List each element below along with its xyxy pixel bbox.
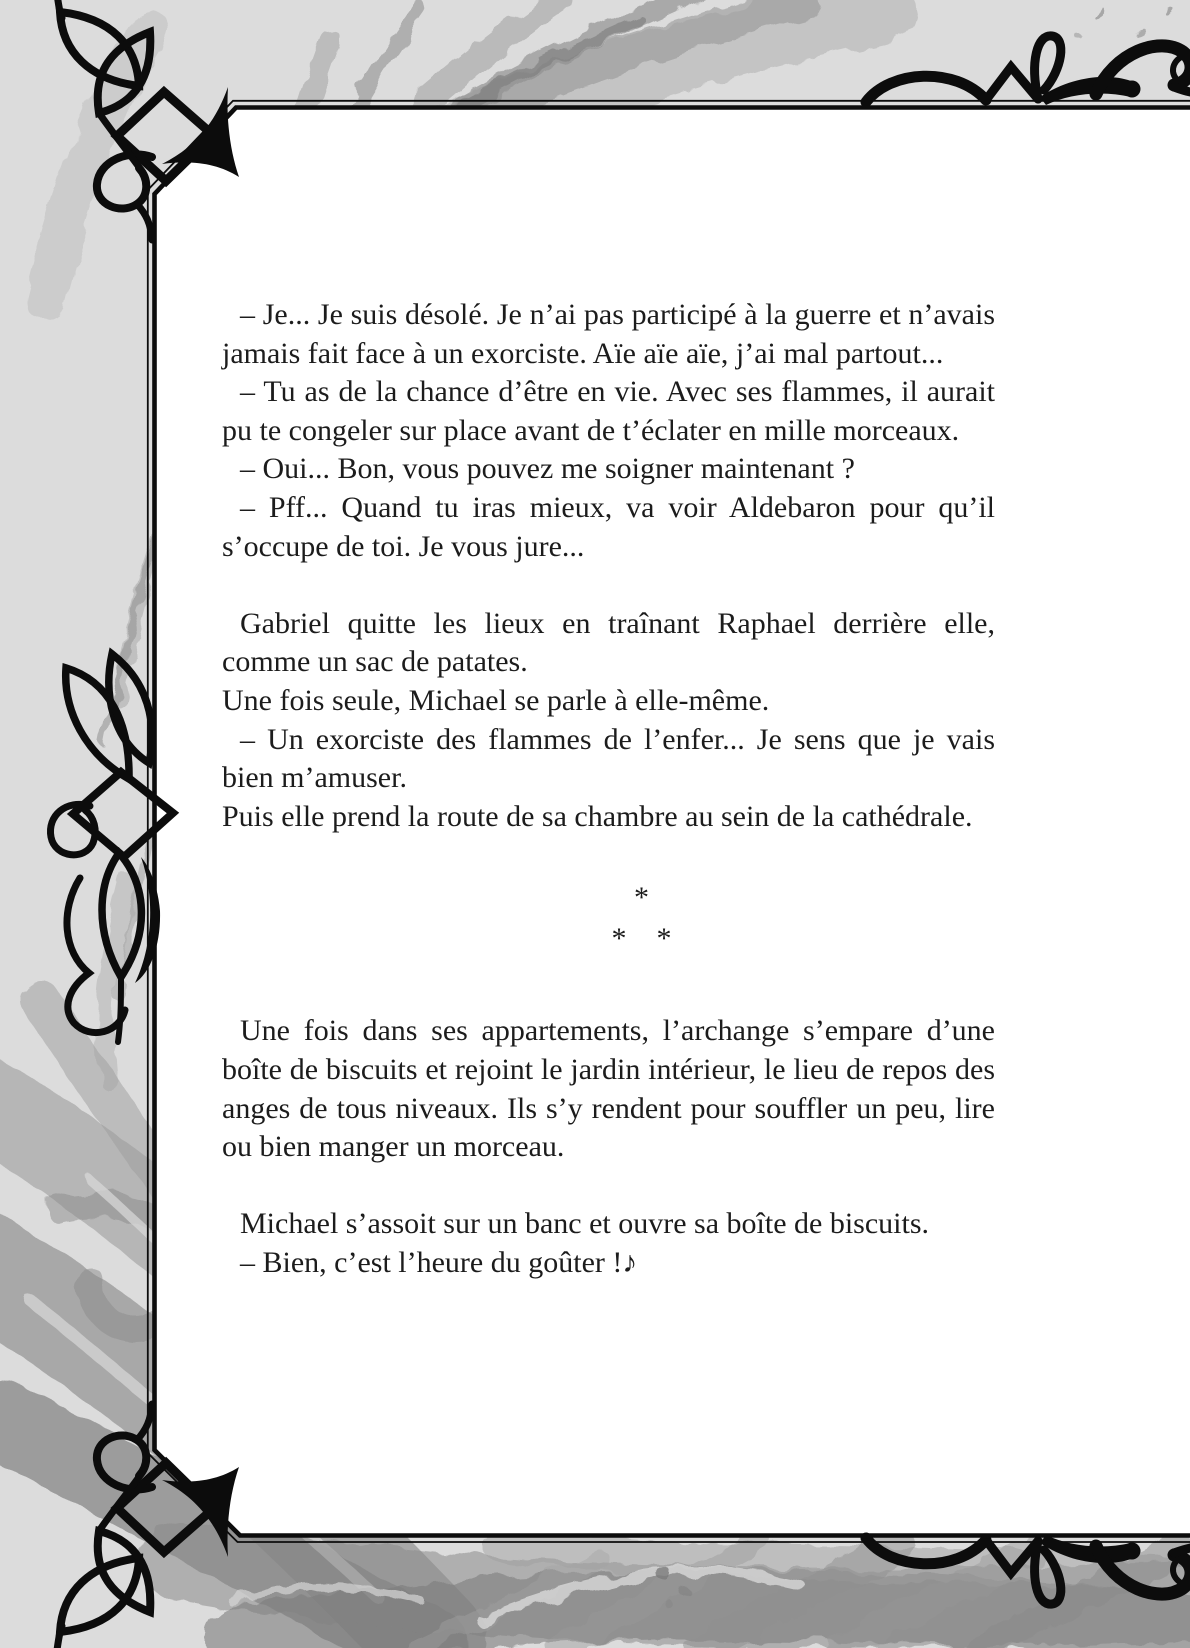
paragraph-group-2 xyxy=(222,1012,995,1282)
paragraph: Une fois seule, Michael se parle à elle-même. xyxy=(222,683,770,717)
paragraph: Puis elle prend la route de sa chambre au sein de la cathédrale. xyxy=(222,799,973,833)
paragraph-group-1 xyxy=(222,296,995,836)
wave-swash-flourish-icon xyxy=(866,36,1190,105)
paragraph: – Je... Je suis désolé. Je n’ai pas participé à la guerre et n’avais jamais fait face à un exorciste. Aïe aïe aïe, j’ai mal partout... xyxy=(222,298,995,370)
paragraph: Une fois dans ses appartements, l’archange s’empare d’une boîte de biscuits et rejoint le jardin intérieur, le lieu de repos des anges de tous niveaux. Ils s’y rendent pour souffler un peu, lire ou bien manger un morceau. xyxy=(222,1014,995,1164)
paragraph: – Tu as de la chance d’être en vie. Avec ses flammes, il aurait pu te congeler sur place avant de t’éclater en mille morceaux. xyxy=(222,375,995,447)
paragraph: Michael s’assoit sur un banc et ouvre sa boîte de biscuits. xyxy=(240,1207,930,1241)
paragraph: – Bien, c’est l’heure du goûter !♪ xyxy=(240,1245,638,1279)
paragraph: – Un exorciste des flammes de l’enfer... Je sens que je vais bien m’amuser. xyxy=(222,722,995,795)
separator-asterisk-bottom: * * xyxy=(611,922,672,956)
corner-knot-flourish-icon xyxy=(57,0,239,240)
separator-asterisk-top: * xyxy=(634,881,649,915)
scene-break-separator xyxy=(255,877,1028,959)
paragraph: – Oui... Bon, vous pouvez me soigner maintenant ? xyxy=(240,452,855,486)
page-text xyxy=(222,296,995,1282)
paragraph: – Pff... Quand tu iras mieux, va voir Aldebaron pour qu’il s’occupe de toi. Je vous jure... xyxy=(222,490,995,563)
side-fleur-flourish-icon xyxy=(50,654,173,1042)
paragraph: Gabriel quitte les lieux en traînant Raphael derrière elle, comme un sac de patates. xyxy=(222,606,995,679)
